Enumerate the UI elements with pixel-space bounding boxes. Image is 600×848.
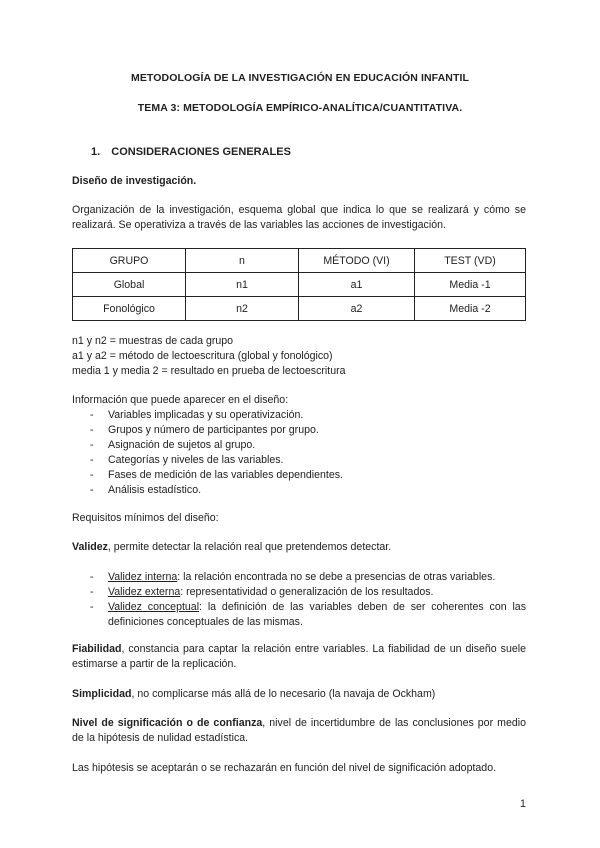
info-intro: Información que puede aparecer en el diseño: [72,394,289,406]
table-cell: n1 [186,273,299,297]
list-item: - Categorías y niveles de las variables. [88,453,518,468]
list-item [88,600,526,630]
validity-type-term: Validez interna [108,571,178,583]
validity-term: Validez [72,541,108,553]
page-number: 1 [520,798,526,810]
list-item: - Fases de medición de las variables dependientes. [88,468,518,483]
list-item: - Análisis estadístico. [88,483,518,498]
table-row [73,297,526,321]
table-header-cell: MÉTODO (VI) [299,249,415,273]
table-cell: a2 [299,297,415,321]
topic-title: TEMA 3: METODOLOGÍA EMPÍRICO-ANALÍTICA/CUANTITATIVA. [137,102,463,114]
design-paragraph: Organización de la investigación, esquema global que indica lo que se realizará y cómo se realizará. Se operativiza a través de las variables las acciones de investigación. [72,204,526,231]
table-cell: Global [73,273,186,297]
legend [72,334,346,379]
significance-term: Nivel de significación o de confianza [72,717,263,729]
validity-type-text: : representatividad o generalización de los resultados. [180,586,434,598]
validity-type-term: Validez externa [108,586,181,598]
table-cell: a1 [299,273,415,297]
table-header-cell: TEST (VD) [415,249,526,273]
section-number: 1. [91,146,101,158]
table-row [73,273,526,297]
table-cell: n2 [186,297,299,321]
design-heading: Diseño de investigación. [72,175,197,187]
list-item: - Asignación de sujetos al grupo. [88,438,518,453]
simplicity-term: Simplicidad [72,688,132,700]
validity-type-term: Validez conceptual [108,601,200,613]
validity-paragraph [72,540,391,555]
table-cell: Fonológico [73,297,186,321]
reliability-text: , constancia para captar la relación entre variables. La fiabilidad de un diseño suele estimarse a partir de la replicación. [72,643,526,670]
table-cell: Media -2 [415,297,526,321]
legend-line: a1 y a2 = método de lectoescritura (global y fonológico) [72,350,333,362]
section-title: CONSIDERACIONES GENERALES [111,146,291,158]
reliability-term: Fiabilidad [72,643,122,655]
legend-line: media 1 y media 2 = resultado en prueba de lectoescritura [72,365,346,377]
reliability-paragraph [72,642,526,672]
list-item: - Grupos y número de participantes por grupo. [88,423,518,438]
closing-paragraph: Las hipótesis se aceptarán o se rechazarán en función del nivel de significación adoptado. [72,762,497,774]
list-item: - Variables implicadas y su operativización. [88,408,518,423]
table-header-cell: n [186,249,299,273]
design-table [72,248,526,321]
table-cell: Media -1 [415,273,526,297]
table-header-row [73,249,526,273]
simplicity-paragraph [72,687,435,702]
validity-list [88,570,526,630]
document-title: METODOLOGÍA DE LA INVESTIGACIÓN EN EDUCACIÓN INFANTIL [130,72,469,84]
significance-text: , nivel de incertidumbre de las conclusiones por medio de la hipótesis de nulidad estadística. [72,717,526,744]
list-item [88,585,526,600]
table-header-cell: GRUPO [73,249,186,273]
requirements-intro: Requisitos mínimos del diseño: [72,512,219,524]
validity-type-text: : la definición de las variables deben de ser coherentes con las definiciones conceptuales de las mismas. [108,601,526,628]
list-item [88,570,526,585]
validity-type-text: : la relación encontrada no se debe a presencias de otras variables. [177,571,496,583]
significance-paragraph [72,716,526,746]
legend-line: n1 y n2 = muestras de cada grupo [72,335,234,347]
validity-text: , permite detectar la relación real que pretendemos detectar. [107,541,392,553]
section-heading [91,146,291,158]
simplicity-text: , no complicarse más allá de lo necesario (la navaja de Ockham) [131,688,436,700]
info-list [88,408,518,498]
